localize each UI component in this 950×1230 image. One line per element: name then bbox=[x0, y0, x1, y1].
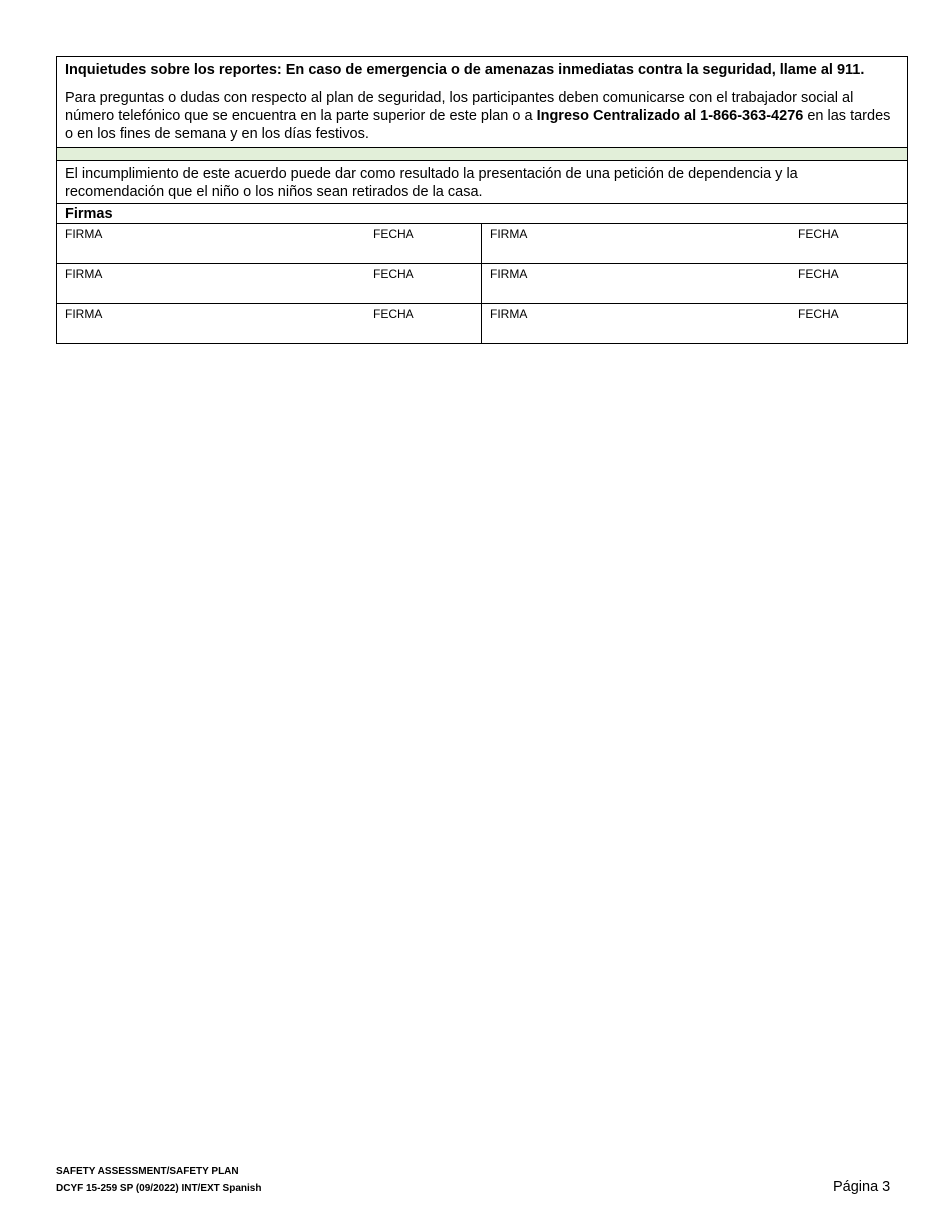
fecha-label: FECHA bbox=[798, 267, 839, 281]
firma-label: FIRMA bbox=[490, 267, 528, 281]
reporting-concerns-title: Inquietudes sobre los reportes: En caso de emergencia o de amenazas inmediatas contra la seguridad, llame al 911. bbox=[65, 62, 865, 78]
form-number: DCYF 15-259 SP (09/2022) INT/EXT Spanish bbox=[56, 1183, 262, 1194]
fecha-label: FECHA bbox=[373, 227, 414, 241]
contact-text-2: en las tardes o en los fines de semana y en los días festivos. bbox=[65, 108, 891, 142]
fecha-label: FECHA bbox=[373, 267, 414, 281]
signature-field-left[interactable] bbox=[57, 264, 482, 303]
page-number: Página 3 bbox=[833, 1179, 891, 1195]
form-footer-id bbox=[56, 1163, 261, 1197]
central-intake-phone: Ingreso Centralizado al 1-866-363-4276 bbox=[536, 108, 804, 124]
firma-label: FIRMA bbox=[490, 227, 528, 241]
fecha-label: FECHA bbox=[798, 227, 839, 241]
firma-label: FIRMA bbox=[65, 307, 103, 321]
signature-field-right[interactable] bbox=[482, 304, 907, 343]
contact-text-1: Para preguntas o dudas con respecto al plan de seguridad, los participantes deben comunicarse con el trabajador social al número telefónico que se encuentra en la parte superior de este plan o a bbox=[65, 90, 854, 124]
signature-field-right[interactable] bbox=[482, 224, 907, 263]
signatures-header: Firmas bbox=[57, 204, 907, 224]
signature-row bbox=[57, 304, 907, 343]
noncompliance-warning: El incumplimiento de este acuerdo puede dar como resultado la presentación de una petición de dependencia y la recomendación que el niño o los niños sean retirados de la casa. bbox=[57, 161, 907, 204]
fecha-label: FECHA bbox=[373, 307, 414, 321]
signature-field-left[interactable] bbox=[57, 304, 482, 343]
signature-row bbox=[57, 224, 907, 264]
signature-field-right[interactable] bbox=[482, 264, 907, 303]
signature-row bbox=[57, 264, 907, 304]
firma-label: FIRMA bbox=[65, 227, 103, 241]
section-divider bbox=[57, 147, 907, 161]
fecha-label: FECHA bbox=[798, 307, 839, 321]
firma-label: FIRMA bbox=[490, 307, 528, 321]
contact-instructions bbox=[57, 81, 907, 147]
safety-plan-form bbox=[56, 56, 908, 344]
signature-field-left[interactable] bbox=[57, 224, 482, 263]
firma-label: FIRMA bbox=[65, 267, 103, 281]
form-title: SAFETY ASSESSMENT/SAFETY PLAN bbox=[56, 1166, 239, 1177]
